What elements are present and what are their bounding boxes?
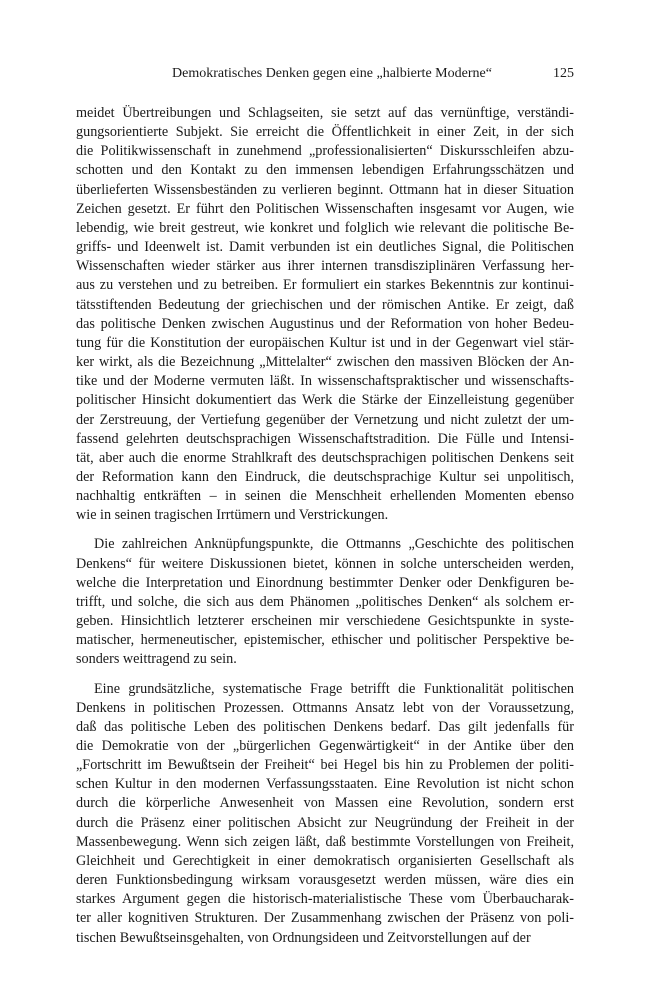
text-line: Die zahlreichen Anknüpfungspunkte, die Ottmanns „Geschichte des politischen: [94, 536, 574, 553]
page-number: 125: [553, 66, 574, 81]
text-line: politischer Hinsicht dokumentiert das Werk die Stärke der Einzelleistung gegenüber: [76, 392, 574, 409]
text-line: deren Funktionsbedingung wirksam vorausgesetzt werden müssen, wäre dies ein: [76, 872, 574, 889]
text-line: Eine grundsätzliche, systematische Frage betrifft die Funktionalität politischen: [94, 680, 574, 697]
text-line: daß das politische Leben des politischen Denkens bedarf. Das gilt jedenfalls für: [76, 718, 574, 735]
text-line: ter aller kognitiven Strukturen. Der Zusammenhang zwischen der Präsenz von poli-: [76, 910, 574, 927]
text-line: geben. Hinsichtlich letzterer erscheinen mir verschiedene Gesichtspunkte in syste-: [76, 613, 574, 630]
text-line: fassend gelehrten deutschsprachigen Wissenschaftstradition. Die Fülle und Intensi-: [76, 430, 574, 447]
text-line: trifft, und solche, die sich aus dem Phänomen „politisches Denken“ als solchem er-: [76, 593, 574, 610]
text-line: tike und der Moderne vermuten läßt. In wissenschaftspraktischer und wissenschafts-: [76, 373, 574, 390]
text-line: aus zu verstehen und zu betreiben. Er formuliert ein starkes Bekenntnis zur kontinui-: [76, 277, 574, 294]
text-line: überlieferten Wissensbeständen zu verlieren beginnt. Ottmann hat in dieser Situation: [76, 181, 574, 198]
text-line: Gleichheit und Gerechtigkeit in einer demokratisch organisierten Gesellschaft als: [76, 852, 574, 869]
paragraph-3: [76, 680, 574, 948]
text-line: ker wirkt, als die Bezeichnung „Mittelalter“ zwischen den massiven Blöcken der An-: [76, 354, 574, 371]
text-line: sonders weittragend zu sein.: [76, 651, 237, 668]
text-line: Denkens“ für weitere Diskussionen bietet, können in solche unterscheiden werden,: [76, 555, 574, 572]
text-line: die Politikwissenschaft in zunehmend „professionalisierten“ Diskursschleifen abzu-: [76, 143, 574, 160]
text-line: die Demokratie von der „bürgerlichen Gegenwärtigkeit“ in der Antike über den: [76, 738, 574, 754]
text-line: durch die körperliche Anwesenheit von Massen eine Revolution, sondern erst: [76, 795, 574, 812]
text-line: Wissenschaften wieder stärker aus ihrer internen transdisziplinären Verfassung her-: [76, 258, 574, 275]
body-text: [76, 104, 574, 948]
text-line: starkes Argument gegen die historisch-materialistische These vom Überbaucharak-: [76, 891, 574, 908]
text-line: gungsorientierte Subjekt. Sie erreicht die Öffentlichkeit in einer Zeit, in der sich: [76, 124, 574, 141]
text-line: durch die Präsenz einer politischen Absicht zur Neugründung der Freiheit in der: [76, 814, 574, 831]
text-line: Zeichen gesetzt. Er führt den Politischen Wissenschaften insgesamt vor Augen, wie: [76, 200, 574, 217]
text-line: tät, aber auch die enorme Strahlkraft des deutschsprachigen politischen Denkens seit: [76, 449, 574, 466]
text-line: der Reformation kann den Eindruck, die deutschsprachige Kultur sei unpolitisch,: [76, 468, 574, 485]
text-line: welche die Interpretation und Einordnung bestimmter Denker oder Denkfiguren be-: [76, 574, 574, 591]
text-line: lebendig, wie breit gestreut, wie konkret und folglich wie relevant die politische Be-: [76, 219, 574, 236]
text-line: matischer, hermeneutischer, epistemischer, ethischer und politischer Perspektive be-: [76, 632, 574, 649]
text-line: schotten und den Kontakt zu den immensen lebendigen Erfahrungsschätzen und: [76, 162, 574, 179]
text-line: nachhaltig entkräften – in seinen die Menschheit erhellenden Momenten ebenso: [76, 488, 574, 505]
text-line: griffs- und Ideenwelt ist. Damit verbunden ist ein deutliches Signal, die Politischen: [76, 239, 574, 256]
running-head: [76, 64, 574, 84]
text-line: meidet Übertreibungen und Schlagseiten, sie setzt auf das vernünftige, verständi-: [76, 105, 574, 121]
text-line: wie in seinen tragischen Irrtümern und Verstrickungen.: [76, 507, 389, 524]
text-line: Massenbewegung. Wenn sich zeigen läßt, daß bestimmte Vorstellungen von Freiheit,: [76, 833, 574, 850]
text-line: der Zerstreuung, der Vertiefung gegenüber der Vernetzung und nicht zuletzt der um-: [76, 411, 574, 428]
paragraph-2: [76, 535, 574, 669]
paragraph-1: [76, 104, 574, 525]
running-title: Demokratisches Denken gegen eine „halbierte Moderne“: [172, 66, 492, 81]
text-line: „Fortschritt im Bewußtsein der Freiheit“ bei Hegel bis hin zu Problemen der politi-: [76, 757, 574, 774]
text-line: schen Kultur in den modernen Verfassungsstaaten. Eine Revolution ist nicht schon: [76, 776, 574, 793]
text-line: tung für die Konstitution der europäischen Kultur ist und in der Gegenwart viel stär-: [76, 334, 574, 351]
text-line: Denkens in politischen Prozessen. Ottmanns Ansatz lebt von der Voraussetzung,: [76, 699, 574, 716]
text-line: das politische Denken zwischen Augustinus und der Reformation von hoher Bedeu-: [76, 315, 574, 332]
text-line: tätsstiftenden Bedeutung der griechischen und der römischen Antike. Er zeigt, daß: [76, 296, 574, 313]
text-line: tischen Bewußtseinsgehalten, von Ordnungsideen und Zeitvorstellungen auf der: [76, 929, 531, 946]
